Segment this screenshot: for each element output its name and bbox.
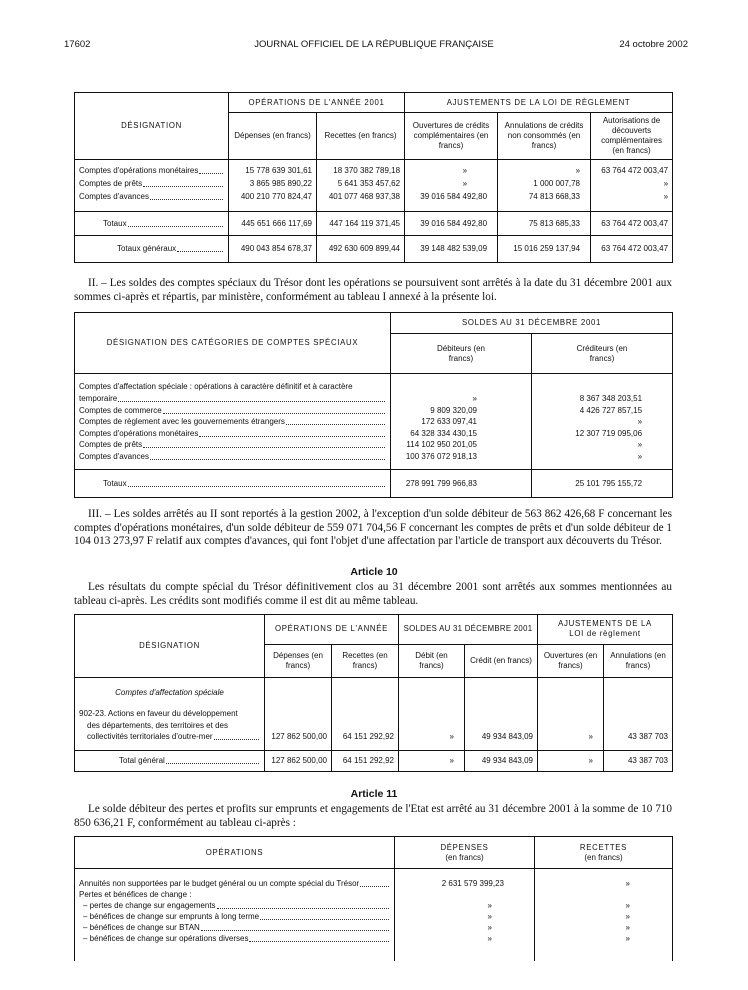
accounts-operations-table: [74, 92, 673, 263]
row-label: Comptes d'avances: [79, 452, 150, 461]
table-row: [75, 923, 673, 934]
cell: [395, 890, 535, 901]
table-row: [75, 452, 673, 464]
page-date: 24 octobre 2002: [619, 39, 688, 50]
closed-account-results-table: [74, 614, 673, 772]
grand-totals-label: Totaux généraux: [117, 244, 177, 254]
cell: 2 631 579 399,23: [395, 879, 535, 890]
table-row: [75, 901, 673, 912]
cell: 490 043 854 678,37: [229, 236, 317, 263]
cell: 127 862 500,00: [265, 732, 332, 744]
cell: »: [535, 934, 673, 945]
table-row: [75, 179, 673, 192]
cell: »: [532, 417, 673, 429]
cell: »: [535, 901, 673, 912]
row-label: temporaire: [79, 393, 118, 403]
cell: 114 102 950 201,05: [391, 440, 532, 452]
cell: 8 367 348 203,51: [532, 394, 673, 406]
row-label: – bénéfices de change sur BTAN: [83, 922, 200, 932]
row-label: Comptes d'opérations monétaires: [79, 165, 199, 175]
cell: »: [395, 912, 535, 923]
col-annulations: Annulations (en francs): [604, 644, 673, 678]
cell: 18 370 382 789,18: [317, 166, 405, 179]
cell: »: [395, 934, 535, 945]
cell: 39 148 482 539,09: [405, 236, 498, 263]
cell: 401 077 468 937,38: [317, 192, 405, 205]
article-11-text: Le solde débiteur des pertes et profits sur emprunts et engagements de l'Etat est arrêté au 31 décembre 2001 à la somme de 10 710 850 636,21 F, conformément au tableau ci-après :: [74, 803, 672, 829]
table-row: [75, 440, 673, 452]
table-row: [75, 166, 673, 179]
table-row: [75, 429, 673, 441]
operations-header: OPÉRATIONS: [75, 837, 395, 869]
cell: 63 764 472 003,47: [591, 166, 673, 179]
row-label: – bénéfices de change sur emprunts à long terme: [83, 911, 260, 921]
cell: 39 016 584 492,80: [405, 192, 498, 205]
totals-label: Totaux: [103, 218, 127, 228]
cell: 75 813 685,33: [498, 212, 591, 236]
cell: »: [395, 901, 535, 912]
col-depenses-unit: (en francs): [445, 852, 484, 862]
cell: »: [535, 912, 673, 923]
col-depenses: DÉPENSES: [440, 842, 489, 852]
totals-row: [75, 212, 673, 236]
paragraph-ii: II. – Les soldes des comptes spéciaux du Trésor dont les opérations se poursuivent sont arrêtés à la date du 31 décembre 2001 aux sommes ci-après et répartis, par ministère, conformément au tableau I annexé à la présente loi.: [74, 277, 672, 303]
cell: 64 328 334 430,15: [391, 429, 532, 441]
cell: »: [399, 750, 465, 771]
cell: »: [591, 179, 673, 192]
cell: »: [532, 440, 673, 452]
col-recettes: Recettes (en francs): [317, 113, 405, 160]
table-row: [75, 934, 673, 945]
cell: 100 376 072 918,13: [391, 452, 532, 464]
cell: 400 210 770 824,47: [229, 192, 317, 205]
categories-header: DÉSIGNATION DES CATÉGORIES DE COMPTES SPÉCIAUX: [75, 313, 391, 374]
cell: 15 016 259 137,94: [498, 236, 591, 263]
table-row: [75, 912, 673, 923]
col-annulations: Annulations de crédits non consommés (en francs): [498, 113, 591, 160]
row-label: – bénéfices de change sur opérations diverses: [83, 933, 249, 943]
cell: 445 651 666 117,69: [229, 212, 317, 236]
row-label: Comptes de prêts: [79, 440, 143, 450]
cell: »: [405, 179, 498, 192]
cell: 4 426 727 857,15: [532, 406, 673, 418]
losses-profits-table: [74, 836, 673, 961]
col-recettes: RECETTES: [579, 842, 628, 852]
cell: »: [395, 923, 535, 934]
paragraph-iii: III. – Les soldes arrêtés au II sont reportés à la gestion 2002, à l'exception d'un solde débiteur de 563 862 426,68 F concernant les comptes d'opérations monétaires, d'un solde débiteur de 559 071 704,56 F concernant les comptes de prêts et d'un solde débiteur de 1 104 013 273,97 F relatif aux comptes d'avances, qui font l'objet d'une affectation par l'article de transport aux découverts du Trésor.: [74, 508, 672, 547]
row-label: Comptes de commerce: [79, 405, 162, 415]
table-row: [75, 394, 673, 406]
cell: [535, 890, 673, 901]
row-label: Comptes d'opérations monétaires: [79, 428, 199, 438]
totals-label: Totaux: [103, 478, 127, 488]
cell: 49 934 843,09: [465, 750, 538, 771]
designation-header: DÉSIGNATION: [75, 615, 265, 678]
designation-header: DÉSIGNATION: [75, 93, 229, 160]
journal-title: JOURNAL OFFICIEL DE LA RÉPUBLIQUE FRANÇAISE: [254, 39, 494, 50]
special-accounts-balances-table: [74, 312, 673, 498]
article-10-title: Article 10: [350, 566, 398, 578]
table-row: [75, 879, 673, 890]
cell: »: [538, 732, 604, 744]
cell: 492 630 609 899,44: [317, 236, 405, 263]
col-recettes: Recettes (en francs): [332, 644, 399, 678]
col-recettes-unit: (en francs): [584, 852, 623, 862]
col-debit: Débit (en francs): [399, 644, 465, 678]
row-label-line2: des départements, des territoires et des: [75, 721, 265, 733]
cell: 64 151 292,92: [332, 732, 399, 744]
col-autorisations: Autorisations de découverts complémentaires (en francs): [591, 113, 673, 160]
row-label-line1: Comptes d'affectation spéciale : opérations à caractère définitif et à caractère: [75, 382, 391, 394]
cell: 63 764 472 003,47: [591, 236, 673, 263]
cell: »: [535, 923, 673, 934]
page-number: 17602: [64, 39, 91, 50]
row-label-line1: 902-23. Actions en faveur du développement: [75, 709, 265, 721]
cell: 43 387 703: [604, 750, 673, 771]
cell: »: [591, 192, 673, 205]
cell: »: [399, 732, 465, 744]
row-label: Comptes de prêts: [79, 178, 143, 188]
total-general-row: [75, 750, 673, 771]
soldes-header: SOLDES AU 31 DÉCEMBRE 2001: [391, 313, 673, 334]
cell: 43 387 703: [604, 732, 673, 744]
col-depenses: Dépenses (en francs): [265, 644, 332, 678]
cell: 64 151 292,92: [332, 750, 399, 771]
cell: 74 813 668,33: [498, 192, 591, 205]
row-label: Comptes de règlement avec les gouvernements étrangers: [79, 417, 285, 427]
cell: »: [535, 879, 673, 890]
cell: »: [498, 166, 591, 179]
grand-totals-row: [75, 236, 673, 263]
col-ouvertures: Ouvertures de crédits complémentaires (en francs): [405, 113, 498, 160]
cell: »: [532, 452, 673, 464]
article-11-title: Article 11: [350, 788, 398, 800]
cell: 5 641 353 457,62: [317, 179, 405, 192]
cell: »: [538, 750, 604, 771]
cell: 63 764 472 003,47: [591, 212, 673, 236]
row-label: – pertes de change sur engagements: [83, 900, 216, 910]
table-row: [75, 406, 673, 418]
total-general-label: Total général: [119, 755, 165, 765]
table-row: [75, 192, 673, 205]
cell: 39 016 584 492,80: [405, 212, 498, 236]
row-label: Pertes et bénéfices de change :: [75, 890, 395, 901]
col-crediteurs: Créditeurs (en francs): [532, 334, 673, 374]
table-row: [75, 890, 673, 901]
soldes-header: SOLDES AU 31 DÉCEMBRE 2001: [399, 615, 538, 645]
cell: 3 865 985 890,22: [229, 179, 317, 192]
cell: 9 809 320,09: [391, 406, 532, 418]
row-label: Comptes d'avances: [79, 192, 150, 202]
ajustements-header: AJUSTEMENTS DE LA LOI DE RÈGLEMENT: [405, 93, 673, 113]
totals-row: [75, 470, 673, 498]
row-label-line3: collectivités territoriales d'outre-mer: [87, 732, 213, 742]
table-row: [75, 417, 673, 429]
cell: 15 778 639 301,61: [229, 166, 317, 179]
cell: 49 934 843,09: [465, 732, 538, 744]
col-depenses: Dépenses (en francs): [229, 113, 317, 160]
cell: 1 000 007,78: [498, 179, 591, 192]
cell: 278 991 799 966,83: [391, 470, 532, 498]
cell: 127 862 500,00: [265, 750, 332, 771]
col-credit: Crédit (en francs): [465, 644, 538, 678]
ajustements-header: AJUSTEMENTS DE LA LOI de règlement: [538, 615, 673, 645]
col-ouvertures: Ouvertures (en francs): [538, 644, 604, 678]
row-label: Annuités non supportées par le budget général ou un compte spécial du Trésor: [79, 878, 360, 888]
cell: 447 164 119 371,45: [317, 212, 405, 236]
cell: 12 307 719 095,06: [532, 429, 673, 441]
col-debiteurs: Débiteurs (en francs): [391, 334, 532, 374]
cell: »: [391, 394, 532, 406]
cell: »: [405, 166, 498, 179]
article-10-text: Les résultats du compte spécial du Trésor définitivement clos au 31 décembre 2001 sont arrêtés aux sommes mentionnées au tableau ci-après. Les crédits sont modifiés comme il est dit au même tableau.: [74, 581, 672, 607]
operations-2001-header: OPÉRATIONS DE L'ANNÉE 2001: [229, 93, 405, 113]
cell: 25 101 795 155,72: [532, 470, 673, 498]
section-label: Comptes d'affectation spéciale: [75, 688, 265, 703]
cell: 172 633 097,41: [391, 417, 532, 429]
table-row: [75, 732, 673, 744]
operations-annee-header: OPÉRATIONS DE L'ANNÉE: [265, 615, 399, 645]
